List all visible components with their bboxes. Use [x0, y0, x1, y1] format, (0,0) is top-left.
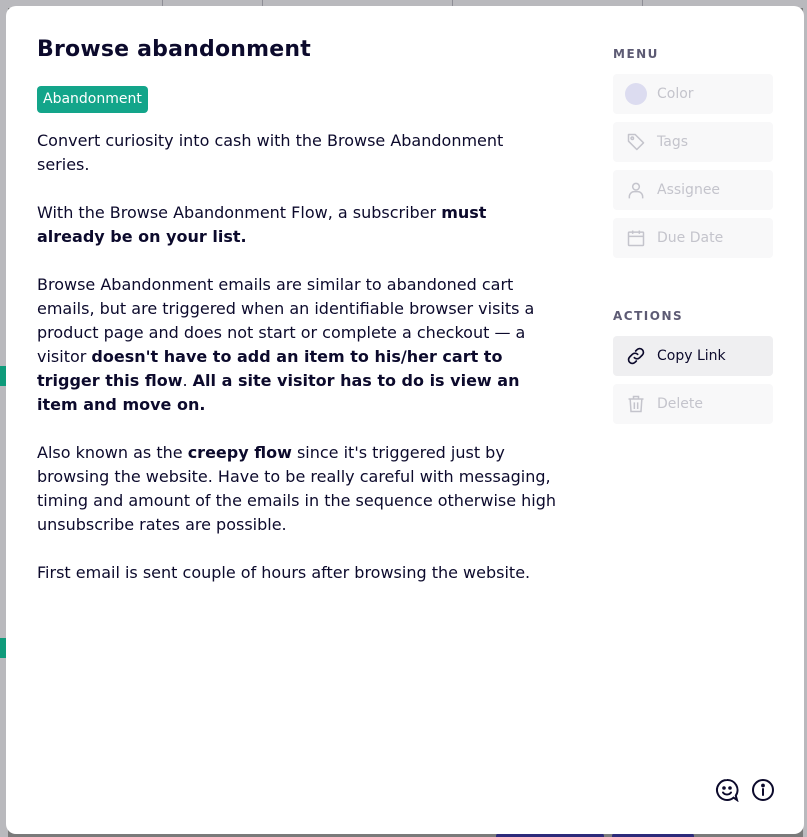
description-paragraph — [37, 201, 557, 249]
card-detail-modal — [6, 6, 804, 834]
menu-item-label: Due Date — [657, 230, 724, 246]
trash-icon — [625, 393, 647, 415]
card-content — [37, 36, 557, 609]
feedback-smiley-icon[interactable] — [715, 778, 739, 802]
action-label: Copy Link — [657, 348, 726, 364]
card-title: Browse abandonment — [37, 37, 311, 62]
card-sidebar — [613, 46, 773, 432]
copy-link-button[interactable] — [613, 336, 773, 376]
delete-button[interactable] — [613, 384, 773, 424]
description-text: Convert curiosity into cash with the Browse Abandonment series. — [37, 131, 504, 174]
menu-list — [613, 74, 773, 258]
description-bold-text: creepy flow — [187, 443, 292, 462]
menu-item-assignee[interactable] — [613, 170, 773, 210]
menu-section-title: MENU — [613, 47, 659, 61]
calendar-icon — [625, 227, 647, 249]
actions-section-title: ACTIONS — [613, 309, 684, 323]
description-text: Also known as the — [37, 443, 188, 462]
description-paragraph — [37, 561, 557, 585]
description-text: Browse Abandonment emails are similar to abandoned cart emails, but are triggered when an identifiable browser visits a product page and does not start or complete a checkout — a visitor — [37, 275, 535, 366]
description-text: . — [182, 371, 193, 390]
description-paragraph — [37, 129, 557, 177]
card-description — [37, 129, 557, 585]
menu-item-color[interactable] — [613, 74, 773, 114]
description-bold-text: must already be on your list. — [37, 203, 487, 246]
description-text: First email is sent couple of hours after browsing the website. — [37, 563, 531, 582]
menu-item-tags[interactable] — [613, 122, 773, 162]
card-label-badge[interactable]: Abandonment — [37, 86, 148, 113]
description-paragraph — [37, 273, 557, 417]
description-bold-text: All a site visitor has to do is view an item and move on. — [37, 371, 520, 414]
link-icon — [625, 345, 647, 367]
description-text: since it's triggered just by browsing the website. Have to be really careful with messaging, timing and amount of the emails in the sequence otherwise high unsubscribe rates are possible. — [37, 443, 557, 534]
action-label: Delete — [657, 396, 703, 412]
info-icon[interactable] — [751, 778, 775, 802]
actions-list — [613, 336, 773, 424]
menu-item-label: Tags — [657, 134, 688, 150]
menu-item-label: Assignee — [657, 182, 721, 198]
description-bold-text: doesn't have to add an item to his/her cart to trigger this flow — [37, 347, 503, 390]
footer-icons — [715, 778, 775, 802]
user-icon — [625, 179, 647, 201]
description-paragraph — [37, 441, 557, 537]
description-text: With the Browse Abandonment Flow, a subscriber — [37, 203, 442, 222]
menu-item-due-date[interactable] — [613, 218, 773, 258]
menu-item-label: Color — [657, 86, 694, 102]
tag-icon — [625, 131, 647, 153]
color-dot-icon — [625, 83, 647, 105]
